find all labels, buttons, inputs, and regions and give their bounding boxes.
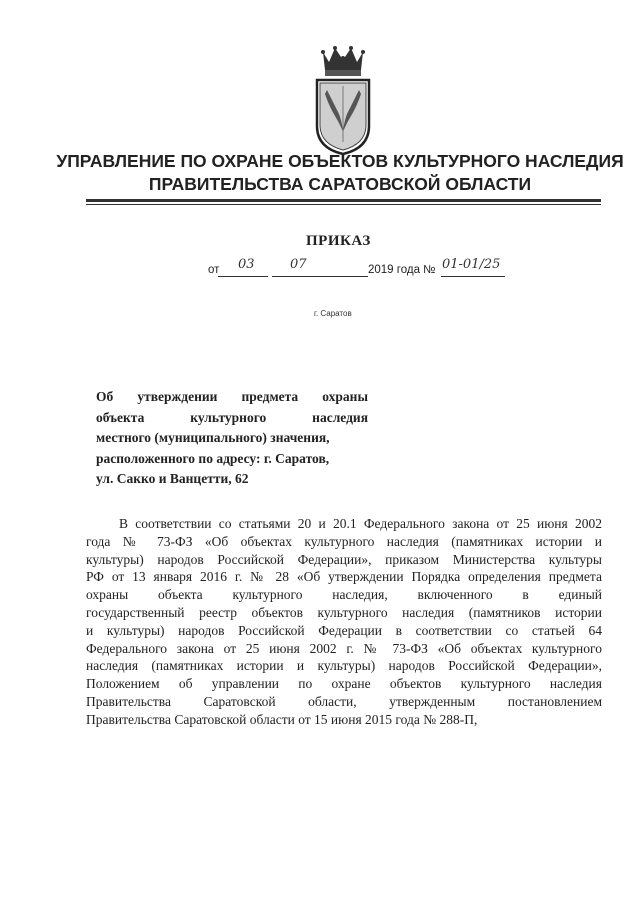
body-line: государственный реестр объектов культурного наследия (памятников истории — [86, 604, 602, 620]
header-rule-thick — [86, 199, 601, 202]
from-label: от — [208, 264, 220, 276]
body-line: Федерального закона от 25 июня 2002 г. № 73-ФЗ «Об объектах культурного — [86, 640, 602, 656]
body-line: наследия (памятниках истории и культуры) народов Российской Федерации», — [86, 658, 602, 674]
order-number-handwritten: 01-01/25 — [442, 257, 501, 272]
org-name-line-2: ПРАВИТЕЛЬСТВА САРАТОВСКОЙ ОБЛАСТИ — [148, 174, 532, 194]
body-line: года № 73-ФЗ «Об объектах культурного наследия (памятниках истории и — [86, 533, 602, 549]
body-line: РФ от 13 января 2016 г. № 28 «Об утверждении Порядка определения предмета — [86, 569, 602, 585]
order-preamble — [86, 515, 602, 729]
subject-line: объекта культурного наследия — [96, 409, 368, 425]
year-label: 2019 года № — [368, 264, 436, 276]
body-line: охраны объекта культурного наследия, включенного в единый — [86, 587, 602, 603]
subject-line: ул. Сакко и Ванцетти, 62 — [96, 471, 249, 486]
saratov-coat-of-arms-icon — [313, 44, 373, 156]
body-line: Правительства Саратовской области от 15 июня 2015 года № 288-П, — [86, 711, 478, 727]
subject-line: Об утверждении предмета охраны — [96, 389, 368, 404]
day-handwritten: 03 — [238, 257, 255, 272]
org-name-line-1: УПРАВЛЕНИЕ ПО ОХРАНЕ ОБЪЕКТОВ КУЛЬТУРНОГО НАСЛЕДИЯ — [56, 151, 624, 171]
place-of-issue: г. Саратов — [314, 309, 352, 318]
month-blank — [272, 262, 368, 277]
body-line: Правительства Саратовской области, утвержденным постановлением — [86, 693, 602, 709]
subject-line: местного (муниципального) значения, — [96, 430, 330, 445]
document-type: ПРИКАЗ — [306, 233, 371, 249]
header-rule-thin — [86, 204, 601, 205]
body-line: В соответствии со статьями 20 и 20.1 Федерального закона от 25 июня 2002 — [119, 516, 602, 531]
body-line: культуры) народов Российской Федерации», приказом Министерства культуры — [86, 551, 602, 567]
body-line: и культуры) народов Российской Федерации в соответствии со статьей 64 — [86, 622, 602, 638]
month-handwritten: 07 — [290, 257, 307, 272]
body-line: Положением об управлении по охране объектов культурного наследия — [86, 676, 602, 692]
order-subject — [96, 387, 368, 490]
subject-line: расположенного по адресу: г. Саратов, — [96, 450, 330, 466]
